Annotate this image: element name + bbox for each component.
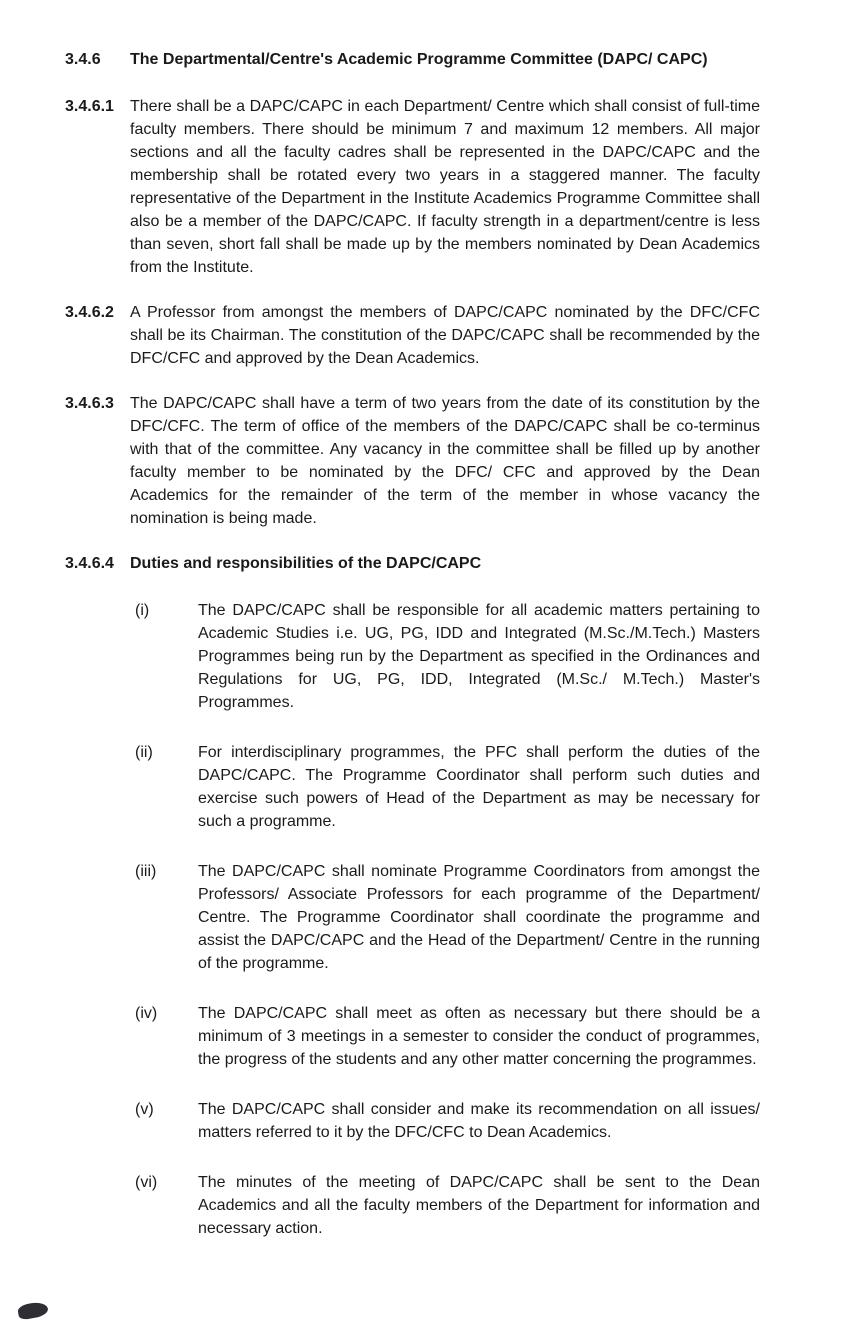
list-item-label: (vi) bbox=[135, 1174, 158, 1191]
paragraph-number: 3.4.6.3 bbox=[65, 395, 114, 412]
list-item-text: The DAPC/CAPC shall nominate Programme Coordinators from amongst the Professors/ Associate Professors for each programme of the Department/ Centre. The Programme Coordinator shall coordinate the programme and assist the DAPC/CAPC and the Head of the Department/ Centre in the running of the programme. bbox=[198, 863, 760, 972]
subsection-title: Duties and responsibilities of the DAPC/CAPC bbox=[130, 555, 482, 572]
paragraph-text: A Professor from amongst the members of DAPC/CAPC nominated by the DFC/CFC shall be its Chairman. The constitution of the DAPC/CAPC shall be recommended by the DFC/CFC and approved by the Dean Academics. bbox=[130, 304, 760, 367]
subsection-heading bbox=[65, 552, 760, 575]
list-item-text: For interdisciplinary programmes, the PFC shall perform the duties of the DAPC/CAPC. The Programme Coordinator shall perform such duties and exercise such powers of Head of the Department as may be necessary for such a programme. bbox=[198, 744, 760, 830]
list-item-i bbox=[135, 599, 760, 714]
list-item-v bbox=[135, 1098, 760, 1144]
paragraph-3-4-6-3 bbox=[65, 392, 760, 530]
section-title: The Departmental/Centre's Academic Programme Committee (DAPC/ CAPC) bbox=[130, 51, 708, 68]
list-item-label: (iv) bbox=[135, 1005, 158, 1022]
scan-artifact bbox=[17, 1301, 49, 1320]
list-item-text: The DAPC/CAPC shall consider and make its recommendation on all issues/ matters referred to it by the DFC/CFC to Dean Academics. bbox=[198, 1101, 760, 1141]
section-number: 3.4.6 bbox=[65, 51, 101, 68]
list-item-text: The DAPC/CAPC shall meet as often as necessary but there should be a minimum of 3 meetings in a semester to consider the conduct of programmes, the progress of the students and any other matter concerning the programmes. bbox=[198, 1005, 760, 1068]
paragraph-text: The DAPC/CAPC shall have a term of two years from the date of its constitution by the DFC/CFC. The term of office of the members of the DAPC/CAPC shall be co-terminus with that of the committee. Any vacancy in the committee shall be filled up by another faculty member to be nominated by the DFC/ CFC and approved by the Dean Academics for the remainder of the term of the member in whose vacancy the nomination is being made. bbox=[130, 395, 760, 527]
section-heading bbox=[65, 48, 760, 71]
list-item-text: The DAPC/CAPC shall be responsible for all academic matters pertaining to Academic Studies i.e. UG, PG, IDD and Integrated (M.Sc./M.Tech.) Masters Programmes being run by the Department as specified in the Ordinances and Regulations for UG, PG, IDD, Integrated (M.Sc./ M.Tech.) Master's Programmes. bbox=[198, 602, 760, 711]
list-item-label: (ii) bbox=[135, 744, 153, 761]
paragraph-number: 3.4.6.2 bbox=[65, 304, 114, 321]
list-item-label: (v) bbox=[135, 1101, 154, 1118]
paragraph-3-4-6-1 bbox=[65, 95, 760, 279]
list-item-iv bbox=[135, 1002, 760, 1071]
paragraph-text: There shall be a DAPC/CAPC in each Department/ Centre which shall consist of full-time faculty members. There should be minimum 7 and maximum 12 members. All major sections and all the faculty cadres shall be represented in the DAPC/CAPC and the membership shall be rotated every two years in a staggered manner. The faculty representative of the Department in the Institute Academics Programme Committee shall also be a member of the DAPC/CAPC. If faculty strength in a department/centre is less than seven, short fall shall be made up by the members nominated by Dean Academics from the Institute. bbox=[130, 98, 760, 276]
list-item-label: (i) bbox=[135, 602, 150, 619]
list-item-text: The minutes of the meeting of DAPC/CAPC shall be sent to the Dean Academics and all the faculty members of the Department for information and necessary action. bbox=[198, 1174, 760, 1237]
subsection-number: 3.4.6.4 bbox=[65, 555, 114, 572]
paragraph-number: 3.4.6.1 bbox=[65, 98, 114, 115]
list-item-label: (iii) bbox=[135, 863, 157, 880]
list-item-vi bbox=[135, 1171, 760, 1240]
list-item-iii bbox=[135, 860, 760, 975]
list-item-ii bbox=[135, 741, 760, 833]
duties-list bbox=[65, 599, 760, 1240]
paragraph-3-4-6-2 bbox=[65, 301, 760, 370]
